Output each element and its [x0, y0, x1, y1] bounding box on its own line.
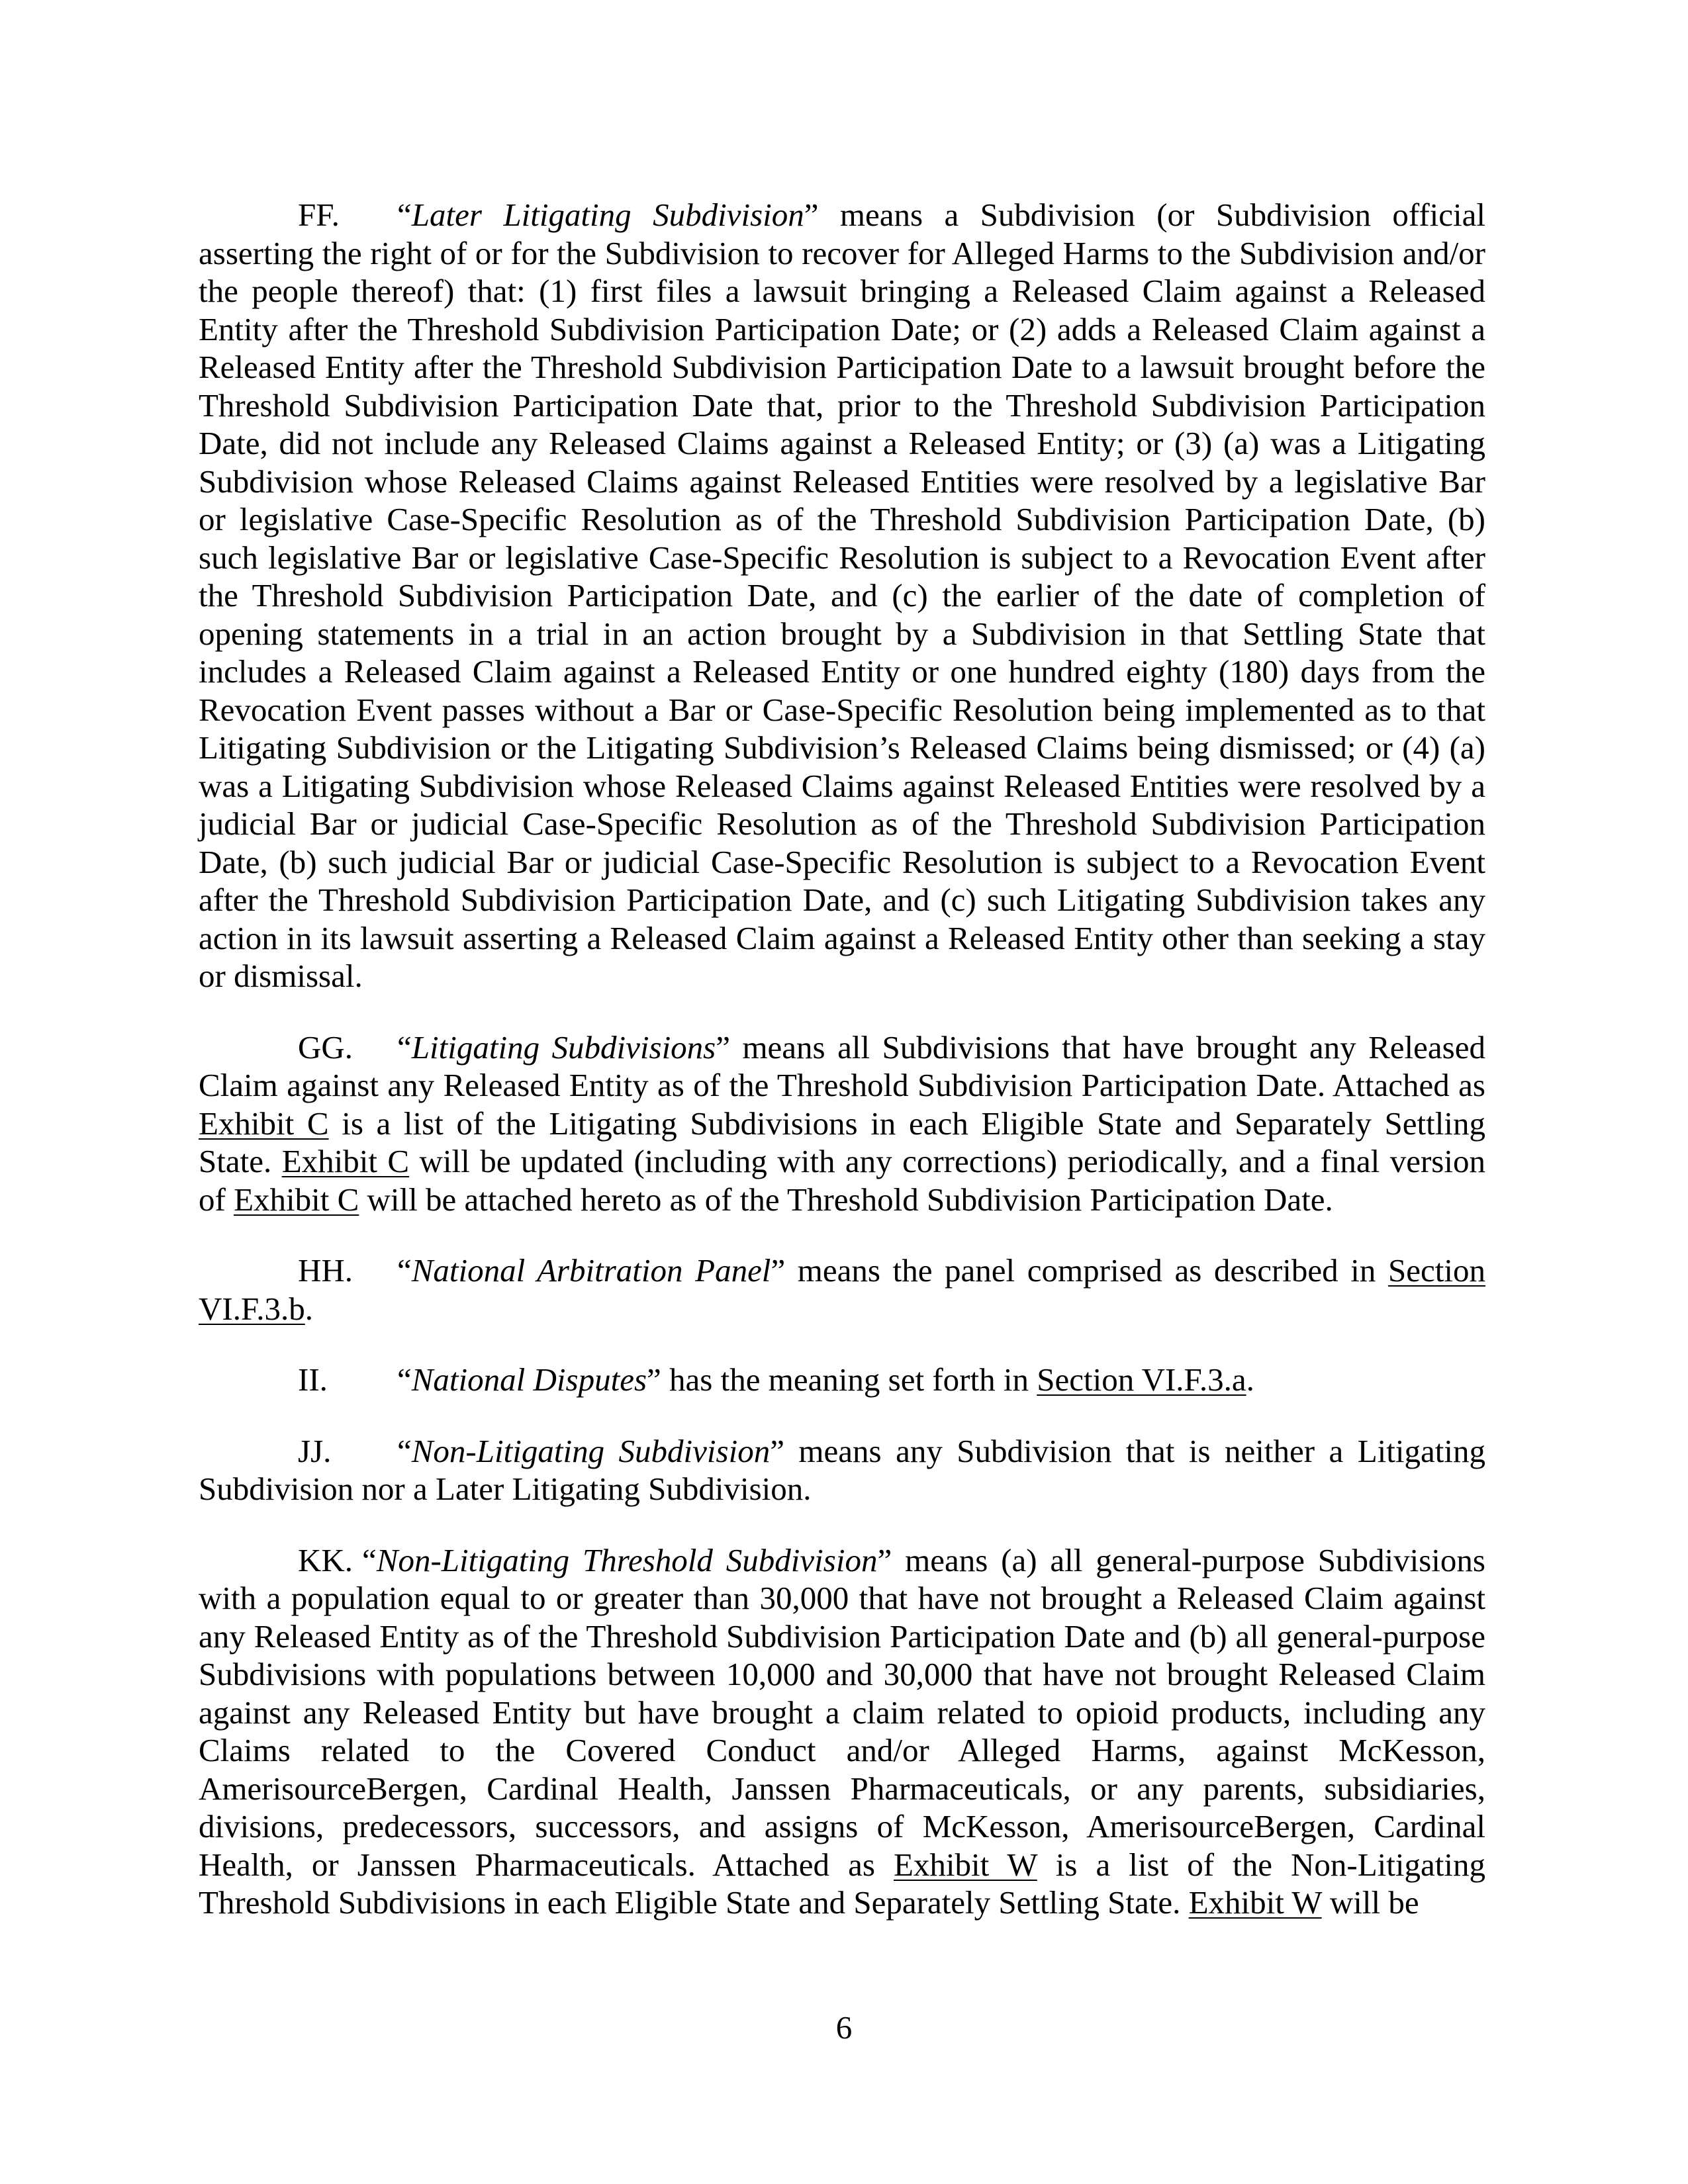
defined-term: National Disputes — [411, 1361, 647, 1398]
definition-text: ” means all Subdivisions that have brought any Released Claim against any Released Entity as of the Threshold Subdivision Participation Date. Attached as — [199, 1028, 1485, 1103]
definition-label: GG. — [298, 1028, 353, 1066]
definition-text: will be attached hereto as of the Threshold Subdivision Participation Date. — [359, 1181, 1333, 1218]
definition-text: ” means a Subdivision (or Subdivision official asserting the right of or for the Subdivision to recover for Alleged Harms to the Subdivision and/or the people thereof) that: (1) first files a lawsuit bringing a Released Claim against a Released Entity after the Threshold Subdivision Participation Date; or (2) adds a Released Claim against a Released Entity after the Threshold Subdivision Participation Date to a lawsuit brought before the Threshold Subdivision Participation Date that, prior to the Threshold Subdivision Participation Date, did not include any Released Claims against a Released Entity; or (3) (a) was a Litigating Subdivision whose Released Claims against Released Entities were resolved by a legislative Bar or legislative Case-Specific Resolution as of the Threshold Subdivision Participation Date, (b) such legislative Bar or legislative Case-Specific Resolution is subject to a Revocation Event after the Threshold Subdivision Participation Date, and (c) the earlier of the date of completion of opening statements in a trial in an action brought by a Subdivision in that Settling State that includes a Released Claim against a Released Entity or one hundred eighty (180) days from the Revocation Event passes without a Bar or Case-Specific Resolution being implemented as to that Litigating Subdivision or the Litigating Subdivision’s Released Claims being dismissed; or (4) (a) was a Litigating Subdivision whose Released Claims against Released Entities were resolved by a judicial Bar or judicial Case-Specific Resolution as of the Threshold Subdivision Participation Date, (b) such judicial Bar or judicial Case-Specific Resolution is subject to a Revocation Event after the Threshold Subdivision Participation Date, and (c) such Litigating Subdivision takes any action in its lawsuit asserting a Released Claim against a Released Entity other than seeking a stay or dismissal. — [199, 197, 1485, 994]
open-quote: “ — [397, 1432, 412, 1469]
defined-term: Non-Litigating Threshold Subdivision — [376, 1541, 878, 1578]
definition-jj — [199, 1432, 1485, 1508]
definition-label: HH. — [298, 1252, 353, 1289]
exhibit-reference: Exhibit W — [893, 1846, 1037, 1883]
definition-text: ” means the panel comprised as described in — [771, 1252, 1389, 1289]
definition-label: FF. — [298, 197, 340, 233]
definition-text: ” means any Subdivision that is neither a Litigating Subdivision nor a Later Litigating Subdivision. — [199, 1432, 1485, 1507]
exhibit-reference: Exhibit W — [1188, 1884, 1322, 1921]
definition-gg — [199, 1028, 1485, 1219]
defined-term: Litigating Subdivisions — [411, 1028, 716, 1066]
page-number: 6 — [835, 2009, 853, 2046]
definition-text: ” means (a) all general-purpose Subdivisions with a population equal to or greater than 30,000 that have not brought a Released Claim against any Released Entity as of the Threshold Subdivision Participation Date and (b) all general-purpose Subdivisions with populations between 10,000 and 30,000 that have not brought Released Claim against any Released Entity but have brought a claim related to opioid products, including any Claims related to the Covered Conduct and/or Alleged Harms, against McKesson, AmerisourceBergen, Cardinal Health, Janssen Pharmaceuticals, or any parents, subsidiaries, divisions, predecessors, successors, and assigns of McKesson, AmerisourceBergen, Cardinal Health, or Janssen Pharmaceuticals. Attached as — [199, 1541, 1485, 1883]
definition-ii — [199, 1361, 1485, 1399]
definition-hh — [199, 1251, 1485, 1328]
definition-text: . — [305, 1290, 314, 1327]
defined-term: National Arbitration Panel — [411, 1252, 771, 1289]
open-quote: “ — [397, 1361, 412, 1398]
definition-label: JJ. — [298, 1432, 332, 1469]
definition-ff — [199, 196, 1485, 995]
definition-text: ” has the meaning set forth in — [647, 1361, 1037, 1398]
definition-label: KK. — [298, 1541, 353, 1578]
exhibit-reference: Exhibit C — [199, 1105, 329, 1142]
section-reference: Section VI.F.3.b — [199, 1252, 1485, 1327]
definition-kk — [199, 1541, 1485, 1922]
open-quote: “ — [397, 1028, 412, 1066]
definition-text: is a list of the Litigating Subdivisions in each Eligible State and Separately Settling State. — [199, 1105, 1485, 1179]
document-body — [199, 196, 1485, 1955]
open-quote: “ — [397, 1252, 412, 1289]
exhibit-reference: Exhibit C — [281, 1143, 410, 1179]
exhibit-reference: Exhibit C — [234, 1181, 359, 1218]
definition-text: . — [1246, 1361, 1254, 1398]
defined-term: Non-Litigating Subdivision — [411, 1432, 771, 1469]
open-quote: “ — [397, 197, 412, 233]
definition-text: is a list of the Non-Litigating Threshold Subdivisions in each Eligible State and Separately Settling State. — [199, 1846, 1485, 1921]
definition-text: will be — [1321, 1884, 1419, 1921]
section-reference: Section VI.F.3.a — [1037, 1361, 1246, 1398]
definition-label: II. — [298, 1361, 328, 1398]
defined-term: Later Litigating Subdivision — [411, 197, 804, 233]
open-quote: “ — [362, 1541, 377, 1578]
definition-text: will be updated (including with any corrections) periodically, and a final version of — [199, 1143, 1485, 1218]
